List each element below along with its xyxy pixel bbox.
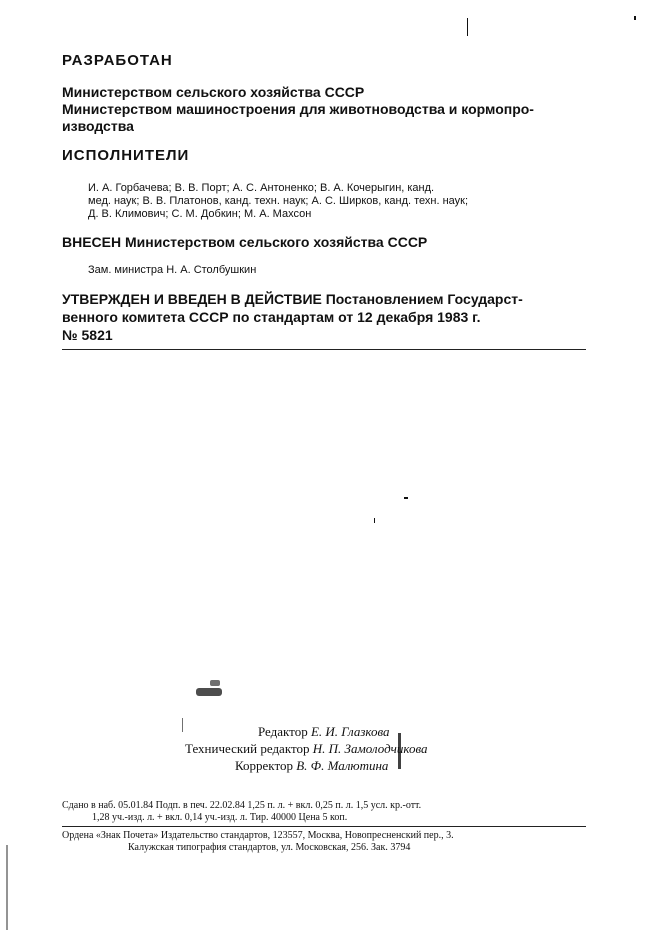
developed-heading: РАЗРАБОТАН (62, 52, 173, 69)
print-info-line-2: 1,28 уч.-изд. л. + вкл. 0,14 уч.-изд. л. Тир. 40000 Цена 5 коп. (92, 812, 348, 823)
executors-line-2: мед. наук; В. В. Платонов, канд. техн. наук; А. С. Ширков, канд. техн. наук; (88, 195, 469, 207)
print-info-line-1: Сдано в наб. 05.01.84 Подп. в печ. 22.02.84 1,25 п. л. + вкл. 0,25 п. л. 1,5 усл. кр.-отт. (62, 800, 422, 811)
scan-mark (467, 18, 468, 36)
imprint-rule (62, 826, 586, 827)
approved-line-1: УТВЕРЖДЕН И ВВЕДЕН В ДЕЙСТВИЕ Постановлением Государст- (62, 291, 523, 307)
tech-editor-line (185, 741, 428, 757)
scan-smudge (210, 680, 220, 686)
corrector-line (235, 758, 388, 774)
editor-name: Е. И. Глазкова (310, 724, 390, 739)
developed-line-3: изводства (62, 118, 134, 134)
scan-mark (374, 518, 375, 523)
tech-editor-label: Технический редактор (185, 741, 310, 756)
publisher-line-1: Ордена «Знак Почета» Издательство стандартов, 123557, Москва, Новопресненский пер., 3. (62, 830, 454, 841)
executors-heading: ИСПОЛНИТЕЛИ (62, 147, 190, 164)
deputy-minister: Зам. министра Н. А. Столбушкин (88, 264, 257, 276)
scan-edge (6, 845, 8, 930)
editor-line (258, 724, 390, 740)
tech-editor-name: Н. П. Замолодчикова (312, 741, 428, 756)
scan-mark (404, 497, 408, 499)
approved-line-3: № 5821 (62, 327, 113, 343)
executors-line-3: Д. В. Климович; С. М. Добкин; М. А. Махсон (88, 208, 312, 220)
publisher-line-2: Калужская типография стандартов, ул. Московская, 256. Зак. 3794 (128, 842, 411, 853)
corrector-label: Корректор (235, 758, 293, 773)
scan-mark (182, 718, 183, 732)
developed-line-1: Министерством сельского хозяйства СССР (62, 84, 365, 100)
scan-smudge (196, 688, 222, 696)
approved-line-2: венного комитета СССР по стандартам от 12 декабря 1983 г. (62, 309, 481, 325)
scan-mark (634, 16, 636, 20)
introduced-heading: ВНЕСЕН Министерством сельского хозяйства СССР (62, 234, 428, 250)
editor-label: Редактор (258, 724, 308, 739)
divider-rule (62, 349, 586, 350)
developed-line-2: Министерством машиностроения для животноводства и кормопро- (62, 101, 534, 117)
corrector-name: В. Ф. Малютина (296, 758, 389, 773)
executors-line-1: И. А. Горбачева; В. В. Порт; А. С. Антоненко; В. А. Кочерыгин, канд. (88, 182, 435, 194)
